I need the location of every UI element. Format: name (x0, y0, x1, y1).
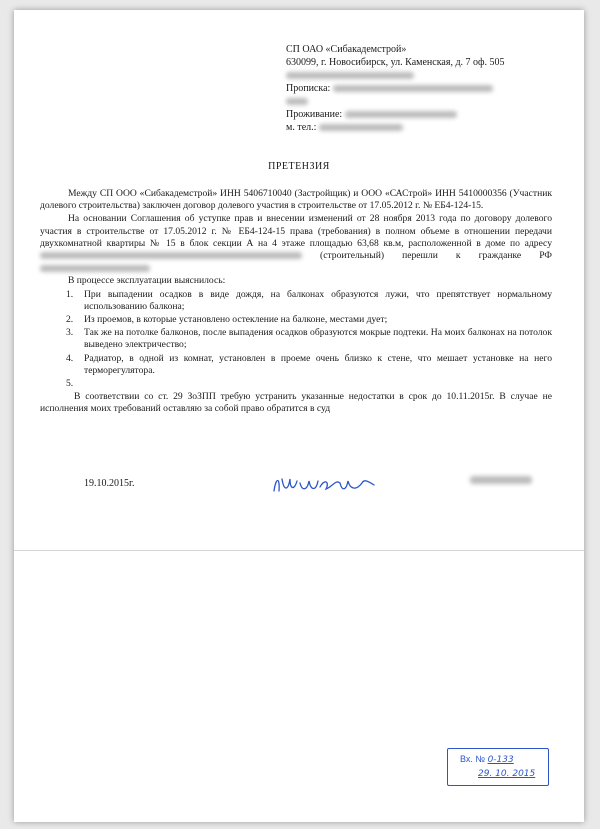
sender-name-redacted (286, 69, 526, 82)
defects-list (40, 289, 552, 391)
handwritten-signature (270, 469, 378, 497)
document-title: ПРЕТЕНЗИЯ (268, 161, 330, 172)
registration-label: Прописка: (286, 83, 331, 94)
stamp-label: Вх. № (460, 754, 486, 764)
registration-line (286, 82, 526, 95)
phone-line (286, 121, 526, 134)
list-item-text (84, 378, 86, 389)
list-item (40, 327, 552, 351)
list-item-text: Радиатор, в одной из комнат, установлен в проеме очень близко к стене, что мешает установке на него терморегулятора. (84, 352, 552, 376)
document-body (40, 188, 552, 417)
addressee-block (286, 43, 526, 134)
list-item-number: 1. (66, 288, 74, 300)
list-item-text: При выпадении осадков в виде дождя, на балконах образуются лужи, что препятствует нормальному использованию балкона; (84, 288, 552, 312)
paragraph-contract: Между СП ООО «Сибакадемстрой» ИНН 5406710040 (Застройщик) и ООО «САСтрой» ИНН 5410000356 (Участник долевого строительства) заключен договор долевого участия в строительстве от 17.05.2012 г. № ЕБ4-124-15. (40, 188, 552, 212)
phone-label: м. тел.: (286, 122, 317, 133)
stamp-number: 0-133 (487, 755, 514, 765)
addressee-address: 630099, г. Новосибирск, ул. Каменская, д. 7 оф. 505 (286, 57, 505, 68)
list-item-number: 2. (66, 314, 74, 326)
list-item-number: 3. (66, 327, 74, 339)
addressee-org: СП ОАО «Сибакадемстрой» (286, 44, 407, 55)
signer-name-redacted (470, 476, 532, 484)
residence-line (286, 108, 526, 121)
list-item-number: 5. (66, 378, 74, 390)
list-item (40, 353, 552, 377)
list-item (40, 289, 552, 313)
document-page (14, 10, 584, 822)
list-item-text: Из проемов, в которые установлено остекление на балконе, местами дует; (84, 314, 388, 326)
incoming-registration-stamp (447, 748, 549, 786)
list-item (40, 378, 552, 390)
registration-line-2 (286, 95, 526, 108)
page-fold-line (14, 550, 584, 551)
paragraph-assignment (40, 213, 552, 274)
document-date: 19.10.2015г. (84, 478, 135, 489)
paragraph-demand: В соответствии со ст. 29 ЗоЗПП требую устранить указанные недостатки в срок до 10.11.2015г. В случае не исполнения моих требований оставляю за собой право обратится в суд (40, 391, 552, 415)
residence-label: Проживание: (286, 109, 343, 120)
list-item-text: Так же на потолке балконов, после выпадения осадков образуются мокрые подтеки. На моих балконах на потолок выведено электричество; (84, 327, 552, 351)
list-item (40, 314, 552, 326)
list-item-number: 4. (66, 352, 74, 364)
stamp-date: 29. 10. 2015 (478, 769, 536, 779)
list-intro: В процессе эксплуатации выяснилось: (68, 275, 226, 287)
paragraph-assignment-text: На основании Соглашения об уступке прав и внесении изменений от 28 ноября 2013 года по договору долевого участия в строительстве от 17.05.2012 г. № ЕБ4-124-15 права (требования) в полном объеме в отношении передачи двухкомнатной квартиры № 15 в блок секции А на 4 этаже площадью 63,68 кв.м, расположенной в доме по адресу (40, 213, 552, 249)
paragraph-assignment-tail: (строительный) перешли к гражданке РФ (320, 250, 552, 262)
